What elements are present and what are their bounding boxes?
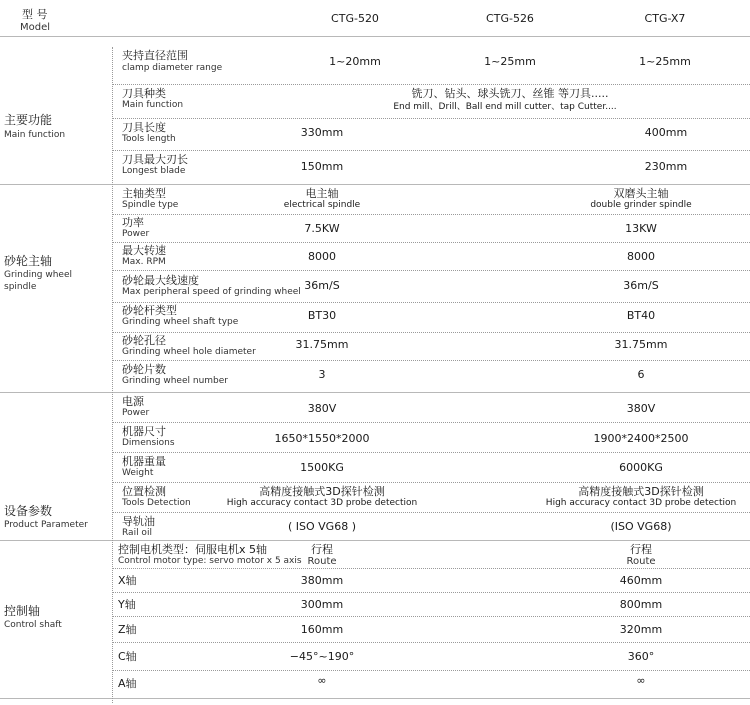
row-label-zh: 刀具最大刃长 <box>122 153 188 166</box>
row-divider <box>112 512 750 513</box>
row-label-en: Power <box>122 408 150 418</box>
value-cell: 1650*1550*2000 <box>274 432 370 445</box>
row-divider <box>112 214 750 215</box>
section-control-zh: 控制轴 <box>4 604 41 618</box>
value-cell: 380mm <box>300 574 344 587</box>
row-label-en: Max peripheral speed of grinding wheel <box>122 287 301 297</box>
value-cell: 13KW <box>625 222 657 235</box>
route-label-en: Route <box>626 556 656 567</box>
row-divider <box>112 150 750 151</box>
value-cell: ( ISO VG68 ) <box>287 520 356 533</box>
value-cell: High accuracy contact 3D probe detection <box>226 498 418 508</box>
value-cell: 36m/S <box>304 279 340 292</box>
value-cell: 1~25mm <box>639 55 691 68</box>
axis-label: Z轴 <box>118 623 137 636</box>
row-label-zh: 夹持直径范围 <box>122 49 188 62</box>
route-label-en: Route <box>307 556 337 567</box>
row-label-zh: 机器重量 <box>122 455 166 468</box>
row-label-zh: 刀具种类 <box>122 87 166 100</box>
value-cell: 380V <box>307 402 337 415</box>
row-label-en: Spindle type <box>122 200 179 210</box>
route-label-zh: 行程 <box>630 543 652 556</box>
row-label-zh: 机器尺寸 <box>122 425 166 438</box>
value-cell: ∞ <box>317 674 327 687</box>
value-cell: 8000 <box>308 250 336 263</box>
value-cell: 电主轴 <box>305 187 339 200</box>
value-cell: End mill、Drill、Ball end mill cutter、tap Cutter.... <box>393 102 617 112</box>
value-cell: 150mm <box>300 160 344 173</box>
value-cell: 360° <box>627 650 655 663</box>
section-main-function-zh: 主要功能 <box>4 113 53 127</box>
value-cell: High accuracy contact 3D probe detection <box>545 498 737 508</box>
header-rule <box>0 36 750 37</box>
row-divider <box>112 360 750 361</box>
value-cell: ∞ <box>636 674 646 687</box>
model-label-zh: 型 号 <box>22 8 48 21</box>
section-product-zh: 设备参数 <box>4 504 53 518</box>
row-label-en: Weight <box>122 468 154 478</box>
row-label-zh: 主轴类型 <box>122 187 166 200</box>
row-label-en: Tools length <box>122 134 176 144</box>
row-label-zh: 砂轮孔径 <box>122 334 166 347</box>
row-label-en: Main function <box>122 100 184 110</box>
row-label-zh: 导轨油 <box>122 515 155 528</box>
row-divider <box>112 616 750 617</box>
row-label-zh: 最大转速 <box>122 244 166 257</box>
value-cell: 320mm <box>619 623 663 636</box>
value-cell: 300mm <box>300 598 344 611</box>
axis-label: A轴 <box>118 677 137 690</box>
value-cell: BT40 <box>626 309 656 322</box>
row-divider <box>112 482 750 483</box>
row-label-en: Grinding wheel number <box>122 376 228 386</box>
value-cell: 36m/S <box>623 279 659 292</box>
value-cell: 400mm <box>644 126 688 139</box>
value-cell: 1~20mm <box>329 55 381 68</box>
section-main-function-en: Main function <box>4 130 66 140</box>
section-product-en: Product Parameter <box>4 520 88 530</box>
value-cell: 双磨头主轴 <box>613 187 669 200</box>
row-label-zh: 刀具长度 <box>122 121 166 134</box>
row-divider <box>112 302 750 303</box>
value-cell: 1500KG <box>300 461 344 474</box>
value-cell: 800mm <box>619 598 663 611</box>
value-cell: 6 <box>637 368 645 381</box>
header-ctg-526: CTG-526 <box>486 12 534 25</box>
row-label-zh: 位置检测 <box>122 485 166 498</box>
row-divider <box>112 642 750 643</box>
value-cell: 160mm <box>300 623 344 636</box>
row-divider <box>112 242 750 243</box>
section-spindle-en-2: spindle <box>4 282 37 292</box>
axis-label: C轴 <box>118 650 137 663</box>
row-divider <box>112 422 750 423</box>
value-cell: 460mm <box>619 574 663 587</box>
row-divider <box>112 332 750 333</box>
row-label-en: Grinding wheel shaft type <box>122 317 239 327</box>
row-label-en: clamp diameter range <box>122 63 223 73</box>
row-divider <box>112 592 750 593</box>
row-label-en: Power <box>122 229 150 239</box>
model-label-en: Model <box>20 22 51 33</box>
section-control-en: Control shaft <box>4 620 62 630</box>
row-label-zh: 砂轮杆类型 <box>122 304 177 317</box>
value-cell: 8000 <box>627 250 655 263</box>
value-cell: 1~25mm <box>484 55 536 68</box>
value-cell: 31.75mm <box>295 338 349 351</box>
row-label-zh: 砂轮最大线速度 <box>122 274 199 287</box>
row-divider <box>112 452 750 453</box>
value-cell: 高精度接触式3D探针检测 <box>578 485 704 498</box>
row-label-en: Dimensions <box>122 438 175 448</box>
header-ctg-520: CTG-520 <box>331 12 379 25</box>
row-label-zh: 电源 <box>122 395 144 408</box>
row-divider <box>112 118 750 119</box>
row-label-zh: 控制电机类型：伺服电机x 5轴 <box>118 543 268 556</box>
axis-label: X轴 <box>118 574 137 587</box>
value-cell: double grinder spindle <box>590 200 692 210</box>
value-cell: 380V <box>626 402 656 415</box>
value-cell: (ISO VG68) <box>610 520 672 533</box>
row-divider <box>112 568 750 569</box>
row-label-zh: 功率 <box>122 216 144 229</box>
value-cell: 230mm <box>644 160 688 173</box>
row-label-en: Max. RPM <box>122 257 166 267</box>
section-spindle-en-1: Grinding wheel <box>4 270 73 280</box>
section-spindle-zh: 砂轮主轴 <box>4 254 53 268</box>
value-cell: −45°~190° <box>289 650 355 663</box>
value-cell: 6000KG <box>619 461 663 474</box>
row-divider <box>112 670 750 671</box>
row-divider <box>112 270 750 271</box>
value-cell: 7.5KW <box>304 222 340 235</box>
row-label-en: Rail oil <box>122 528 152 538</box>
value-cell: BT30 <box>307 309 337 322</box>
row-label-en: Tools Detection <box>122 498 191 508</box>
value-cell: 3 <box>318 368 326 381</box>
row-divider <box>112 84 750 85</box>
value-cell: electrical spindle <box>283 200 361 210</box>
value-cell: 31.75mm <box>614 338 668 351</box>
row-label-zh: 砂轮片数 <box>122 363 166 376</box>
value-cell: 铣刀、钻头、球头铣刀、丝锥 等刀具..... <box>411 87 609 100</box>
value-cell: 1900*2400*2500 <box>593 432 689 445</box>
row-label-en: Longest blade <box>122 166 186 176</box>
value-cell: 高精度接触式3D探针检测 <box>259 485 385 498</box>
axis-label: Y轴 <box>118 598 136 611</box>
row-label-en: Grinding wheel hole diameter <box>122 347 256 357</box>
value-cell: 330mm <box>300 126 344 139</box>
route-label-zh: 行程 <box>311 543 333 556</box>
header-ctg-x7: CTG-X7 <box>644 12 686 25</box>
row-label-en: Control motor type: servo motor x 5 axis <box>118 556 302 566</box>
